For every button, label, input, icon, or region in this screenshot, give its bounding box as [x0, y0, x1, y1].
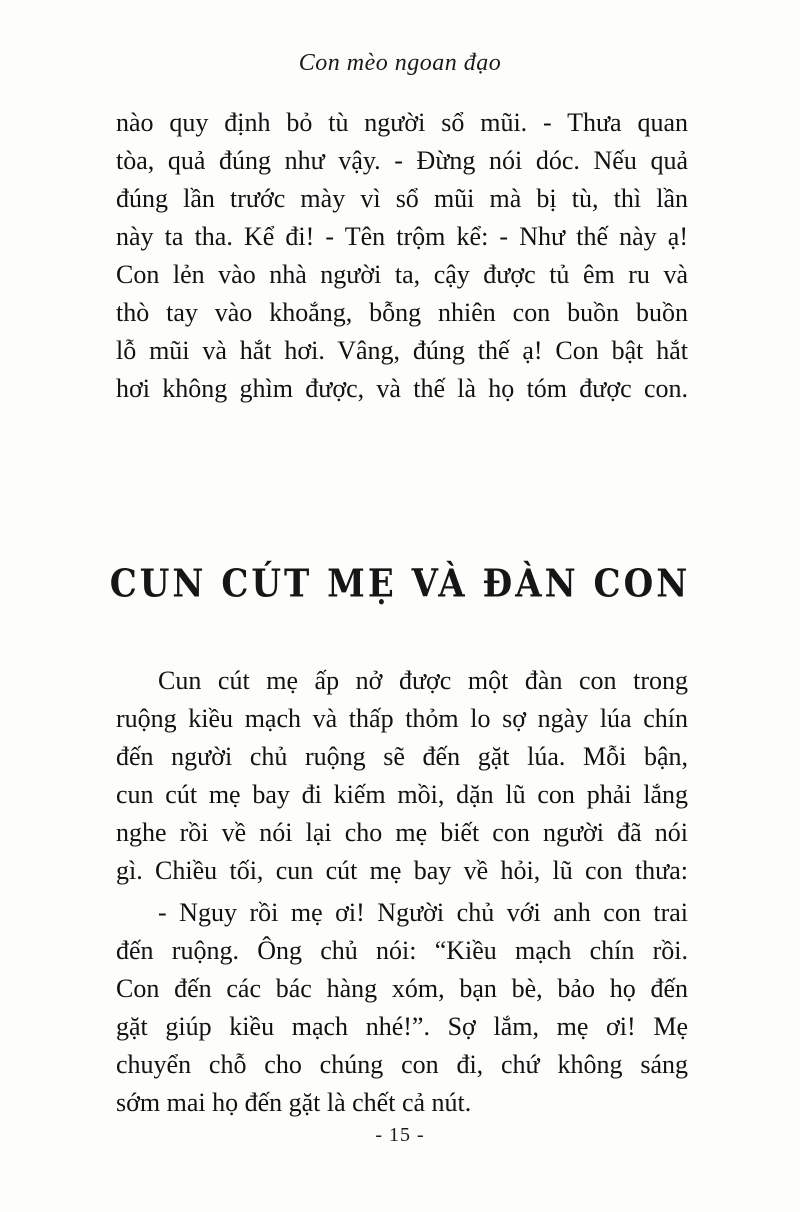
text-line: nào quy định bỏ tù người sổ mũi. - Thưa quan — [116, 108, 688, 137]
paragraph — [116, 104, 688, 408]
text-line: nghe rồi về nói lại cho mẹ biết con người đã nói — [116, 818, 688, 847]
text-line: đến ruộng. Ông chủ nói: “Kiều mạch chín rồi. — [116, 936, 688, 965]
text-line: gặt giúp kiều mạch nhé!”. Sợ lắm, mẹ ơi! Mẹ — [116, 1012, 688, 1041]
page-number: - 15 - — [375, 1124, 425, 1146]
text-line: Con đến các bác hàng xóm, bạn bè, bảo họ đến — [116, 974, 688, 1003]
text-line: - Nguy rồi mẹ ơi! Người chủ với anh con trai — [158, 898, 688, 927]
text-line: gì. Chiều tối, cun cút mẹ bay về hỏi, lũ con thưa: — [116, 856, 688, 885]
text-line: Cun cút mẹ ấp nở được một đàn con trong — [158, 666, 688, 695]
text-line: đúng lần trước mày vì sổ mũi mà bị tù, thì lần — [116, 184, 688, 213]
text-line: đến người chủ ruộng sẽ đến gặt lúa. Mỗi bận, — [116, 742, 688, 771]
text-line: lỗ mũi và hắt hơi. Vâng, đúng thế ạ! Con bật hắt — [116, 336, 688, 365]
text-line: chuyển chỗ cho chúng con đi, chứ không sáng — [116, 1050, 688, 1079]
chapter-title: CUN CÚT MẸ VÀ ĐÀN CON — [109, 561, 691, 607]
text-line: tòa, quả đúng như vậy. - Đừng nói dóc. Nếu quả — [116, 146, 688, 175]
paragraph — [116, 894, 688, 1122]
text-line: sớm mai họ đến gặt là chết cả nút. — [116, 1088, 472, 1117]
paragraph — [116, 662, 688, 890]
text-line: Con lẻn vào nhà người ta, cậy được tủ êm ru và — [116, 260, 688, 289]
text-line: ruộng kiều mạch và thấp thỏm lo sợ ngày lúa chín — [116, 704, 688, 733]
running-header: Con mèo ngoan đạo — [298, 50, 502, 76]
text-line: thò tay vào khoắng, bỗng nhiên con buồn buồn — [116, 298, 688, 327]
text-line: cun cút mẹ bay đi kiếm mồi, dặn lũ con phải lắng — [116, 780, 688, 809]
text-line: hơi không ghìm được, và thế là họ tóm được con. — [116, 374, 688, 403]
text-line: này ta tha. Kể đi! - Tên trộm kể: - Như thế này ạ! — [116, 222, 688, 251]
